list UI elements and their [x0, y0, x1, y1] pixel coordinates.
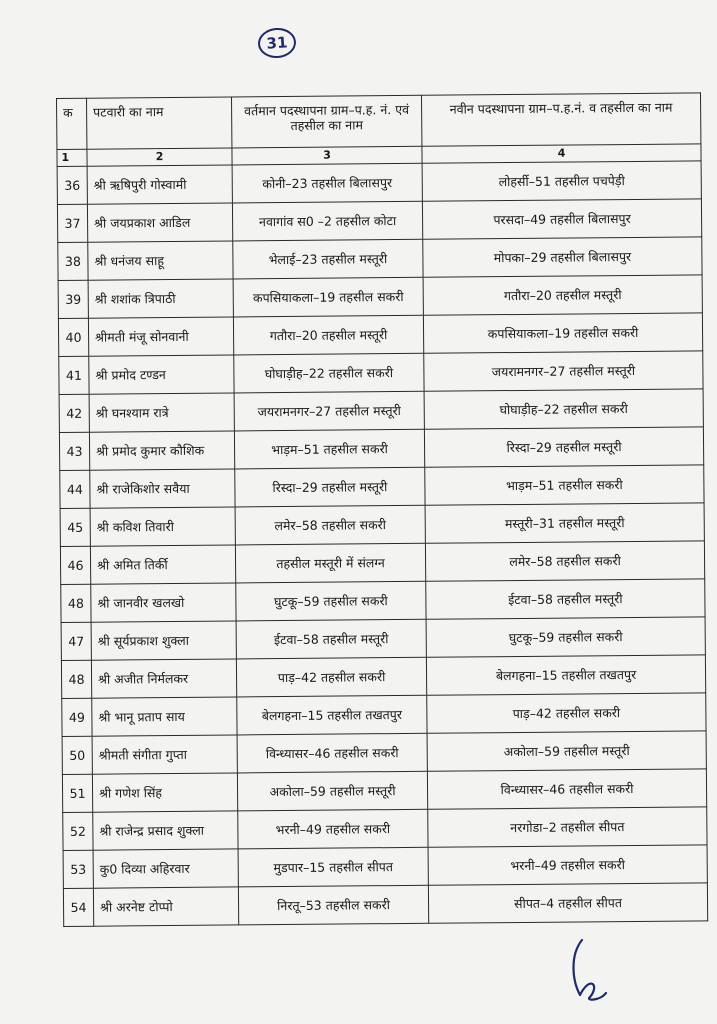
row-new-posting: बेलगहना–15 तहसील तखतपुर	[426, 655, 705, 695]
header-sn: क	[57, 98, 87, 149]
column-number: 1	[57, 149, 87, 166]
row-current-posting: अकोला–59 तहसील मस्तूरी	[237, 771, 427, 811]
table-row	[63, 845, 707, 889]
table-row	[58, 313, 702, 357]
row-current-posting: विन्ध्यासर–46 तहसील सकरी	[237, 733, 427, 773]
row-serial: 44	[60, 470, 90, 508]
row-current-posting: भेलाई–23 तहसील मस्तूरी	[233, 239, 423, 279]
row-current-posting: लमेर–58 तहसील सकरी	[235, 505, 425, 545]
row-patwari-name: श्री राजेन्द्र प्रसाद शुक्ला	[93, 811, 238, 850]
row-patwari-name: श्रीमती मंजू सोनवानी	[88, 317, 233, 356]
row-patwari-name: श्री जानवीर खलखो	[91, 583, 236, 622]
row-current-posting: घोघाड़ीह–22 तहसील सकरी	[234, 353, 424, 393]
table-row	[60, 503, 704, 547]
row-patwari-name: कु0 दिव्या अहिरवार	[93, 849, 238, 888]
table-row	[57, 161, 701, 205]
table-row	[62, 731, 706, 775]
row-current-posting: जयरामनगर–27 तहसील मस्तूरी	[234, 391, 424, 431]
row-new-posting: मोपका–29 तहसील बिलासपुर	[423, 237, 702, 277]
page-number: 31	[257, 27, 297, 60]
row-serial: 43	[59, 432, 89, 470]
row-new-posting: नरगोडा–2 तहसील सीपत	[428, 807, 707, 847]
row-new-posting: लोहर्सी–51 तहसील पचपेड़ी	[422, 161, 701, 201]
row-current-posting: मुडपार–15 तहसील सीपत	[238, 847, 428, 887]
header-new-posting: नवीन पदस्थापना ग्राम–प.ह.नं. व तहसील का नाम	[421, 93, 700, 146]
row-patwari-name: श्री राजेकिशोर सवैया	[90, 469, 235, 508]
row-new-posting: घोघाड़ीह–22 तहसील सकरी	[424, 389, 703, 429]
column-number: 3	[232, 146, 422, 165]
row-new-posting: घुटकू–59 तहसील सकरी	[426, 617, 705, 657]
row-serial: 41	[59, 356, 89, 394]
row-new-posting: पाड़–42 तहसील सकरी	[427, 693, 706, 733]
column-number: 2	[87, 148, 232, 166]
row-serial: 48	[61, 584, 91, 622]
row-new-posting: भरनी–49 तहसील सकरी	[428, 845, 707, 885]
row-patwari-name: श्री घनश्याम रात्रे	[89, 393, 234, 432]
row-serial: 38	[58, 242, 88, 280]
row-patwari-name: श्री कविश तिवारी	[90, 507, 235, 546]
row-serial: 52	[63, 812, 93, 850]
row-patwari-name: श्री गणेश सिंह	[92, 773, 237, 812]
row-serial: 47	[61, 622, 91, 660]
row-serial: 42	[59, 394, 89, 432]
transfer-table	[56, 92, 708, 927]
row-patwari-name: श्री धनंजय साहू	[88, 241, 233, 280]
row-current-posting: ईटवा–58 तहसील मस्तूरी	[236, 619, 426, 659]
row-serial: 37	[57, 204, 87, 242]
row-new-posting: कपसियाकला–19 तहसील सकरी	[423, 313, 702, 353]
row-new-posting: जयरामनगर–27 तहसील मस्तूरी	[424, 351, 703, 391]
table-row	[57, 199, 701, 243]
row-new-posting: मस्तूरी–31 तहसील मस्तूरी	[425, 503, 704, 543]
row-current-posting: निरतू–53 तहसील सकरी	[238, 885, 428, 925]
row-patwari-name: श्री सूर्यप्रकाश शुक्ला	[91, 621, 236, 660]
table-row	[62, 693, 706, 737]
row-serial: 51	[62, 774, 92, 812]
table-row	[63, 807, 707, 851]
table-row	[60, 541, 704, 585]
row-current-posting: कपसियाकला–19 तहसील सकरी	[233, 277, 423, 317]
header-current-posting: वर्तमान पदस्थापना ग्राम–प.ह. नं. एवं तहसील का नाम	[231, 95, 421, 148]
row-current-posting: घुटकू–59 तहसील सकरी	[236, 581, 426, 621]
row-new-posting: परसदा–49 तहसील बिलासपुर	[422, 199, 701, 239]
row-new-posting: गतौरा–20 तहसील मस्तूरी	[423, 275, 702, 315]
table-row	[61, 655, 705, 699]
row-serial: 54	[63, 888, 93, 926]
row-current-posting: नवागांव स0 –2 तहसील कोटा	[232, 201, 422, 241]
row-patwari-name: श्री जयप्रकाश आडिल	[87, 203, 232, 242]
row-current-posting: रिस्दा–29 तहसील मस्तूरी	[235, 467, 425, 507]
row-current-posting: पाड़–42 तहसील सकरी	[236, 657, 426, 697]
row-current-posting: गतौरा–20 तहसील मस्तूरी	[233, 315, 423, 355]
row-serial: 40	[58, 318, 88, 356]
table-row	[63, 883, 707, 927]
row-serial: 48	[61, 660, 91, 698]
row-current-posting: भरनी–49 तहसील सकरी	[238, 809, 428, 849]
table-row	[61, 579, 705, 623]
row-serial: 50	[62, 736, 92, 774]
row-serial: 53	[63, 850, 93, 888]
row-serial: 46	[60, 546, 90, 584]
row-patwari-name: श्री प्रमोद टण्डन	[89, 355, 234, 394]
table-row	[60, 465, 704, 509]
header-name: पटवारी का नाम	[87, 97, 232, 149]
row-patwari-name: श्री शशांक त्रिपाठी	[88, 279, 233, 318]
row-current-posting: भाड़म–51 तहसील सकरी	[234, 429, 424, 469]
row-patwari-name: श्री प्रमोद कुमार कौशिक	[89, 431, 234, 470]
table-row	[61, 617, 705, 661]
table-row	[58, 237, 702, 281]
row-patwari-name: श्री भानू प्रताप साय	[92, 697, 237, 736]
table-row	[58, 275, 702, 319]
row-current-posting: कोनी–23 तहसील बिलासपुर	[232, 163, 422, 203]
row-patwari-name: श्री अरनेष्ट टोप्पो	[93, 887, 238, 926]
row-new-posting: भाड़म–51 तहसील सकरी	[425, 465, 704, 505]
table-row	[59, 389, 703, 433]
row-new-posting: विन्ध्यासर–46 तहसील सकरी	[427, 769, 706, 809]
column-number: 4	[422, 144, 701, 163]
row-new-posting: अकोला–59 तहसील मस्तूरी	[427, 731, 706, 771]
row-serial: 45	[60, 508, 90, 546]
row-serial: 49	[62, 698, 92, 736]
row-patwari-name: श्री अजीत निर्मलकर	[91, 659, 236, 698]
table-row	[59, 351, 703, 395]
row-serial: 36	[57, 166, 87, 204]
table-row	[62, 769, 706, 813]
signature	[560, 935, 610, 1005]
row-new-posting: सीपत–4 तहसील सीपत	[428, 883, 707, 923]
row-patwari-name: श्री ऋषिपुरी गोस्वामी	[87, 165, 232, 204]
header-row	[57, 93, 701, 150]
row-current-posting: तहसील मस्तूरी में संलग्न	[235, 543, 425, 583]
row-serial: 39	[58, 280, 88, 318]
row-new-posting: लमेर–58 तहसील सकरी	[425, 541, 704, 581]
row-patwari-name: श्री अमित तिर्की	[90, 545, 235, 584]
row-patwari-name: श्रीमती संगीता गुप्ता	[92, 735, 237, 774]
row-current-posting: बेलगहना–15 तहसील तखतपुर	[237, 695, 427, 735]
row-new-posting: रिस्दा–29 तहसील मस्तूरी	[424, 427, 703, 467]
table-row	[59, 427, 703, 471]
row-new-posting: ईटवा–58 तहसील मस्तूरी	[426, 579, 705, 619]
